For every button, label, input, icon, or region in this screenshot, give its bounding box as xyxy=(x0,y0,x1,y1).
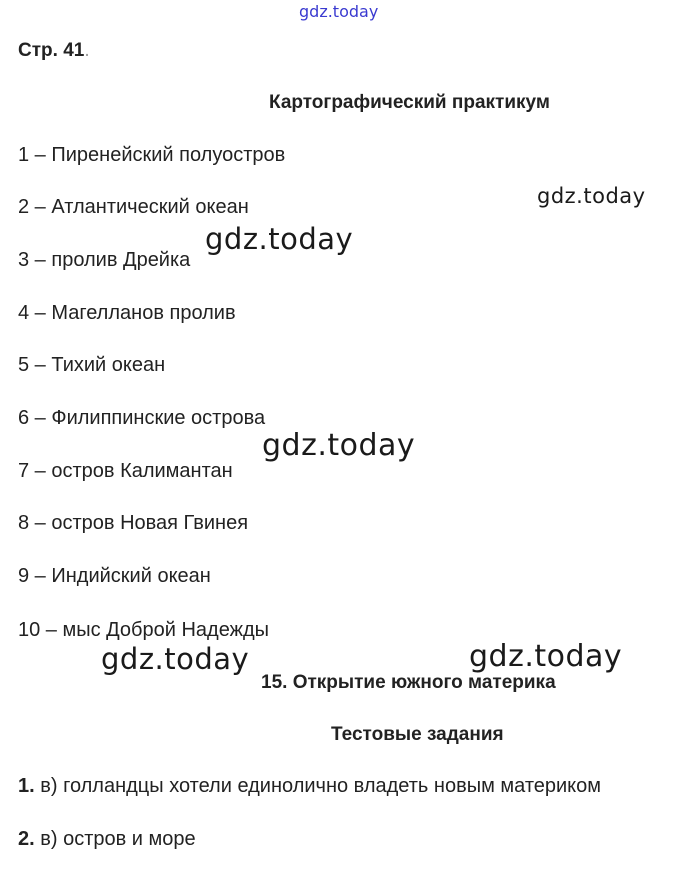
list-item: 4 – Магелланов пролив xyxy=(18,302,236,324)
list-item: 3 – пролив Дрейка xyxy=(18,249,191,271)
page-label xyxy=(18,40,90,62)
answer-number: 1. xyxy=(18,775,35,797)
watermark: gdz.today xyxy=(537,184,646,208)
section-title: Картографический практикум xyxy=(269,92,550,113)
answer-text: в) голландцы хотели единолично владеть новым материком xyxy=(34,775,602,797)
page-label-suffix: . xyxy=(84,40,90,61)
section-subtitle: Тестовые задания xyxy=(331,724,504,745)
list-item: 2 – Атлантический океан xyxy=(18,196,249,218)
list-item: 9 – Индийский океан xyxy=(18,565,211,587)
answer-item xyxy=(18,775,601,798)
list-item: 1 – Пиренейский полуостров xyxy=(18,144,286,166)
watermark: gdz.today xyxy=(262,428,416,463)
answer-text: в) остров и море xyxy=(34,828,196,850)
watermark: gdz.today xyxy=(205,222,354,256)
list-item: 6 – Филиппинские острова xyxy=(18,407,266,429)
watermark-top: gdz.today xyxy=(299,2,379,21)
list-item: 5 – Тихий океан xyxy=(18,354,166,376)
page-label-text: Стр. 41 xyxy=(18,40,85,61)
watermark: gdz.today xyxy=(101,642,250,676)
list-item: 8 – остров Новая Гвинея xyxy=(18,512,249,534)
list-item: 10 – мыс Доброй Надежды xyxy=(18,619,270,641)
section-title: 15. Открытие южного материка xyxy=(261,672,556,693)
watermark: gdz.today xyxy=(469,639,623,674)
list-item: 7 – остров Калимантан xyxy=(18,460,233,482)
answer-number: 2. xyxy=(18,828,35,850)
answer-item xyxy=(18,828,196,851)
